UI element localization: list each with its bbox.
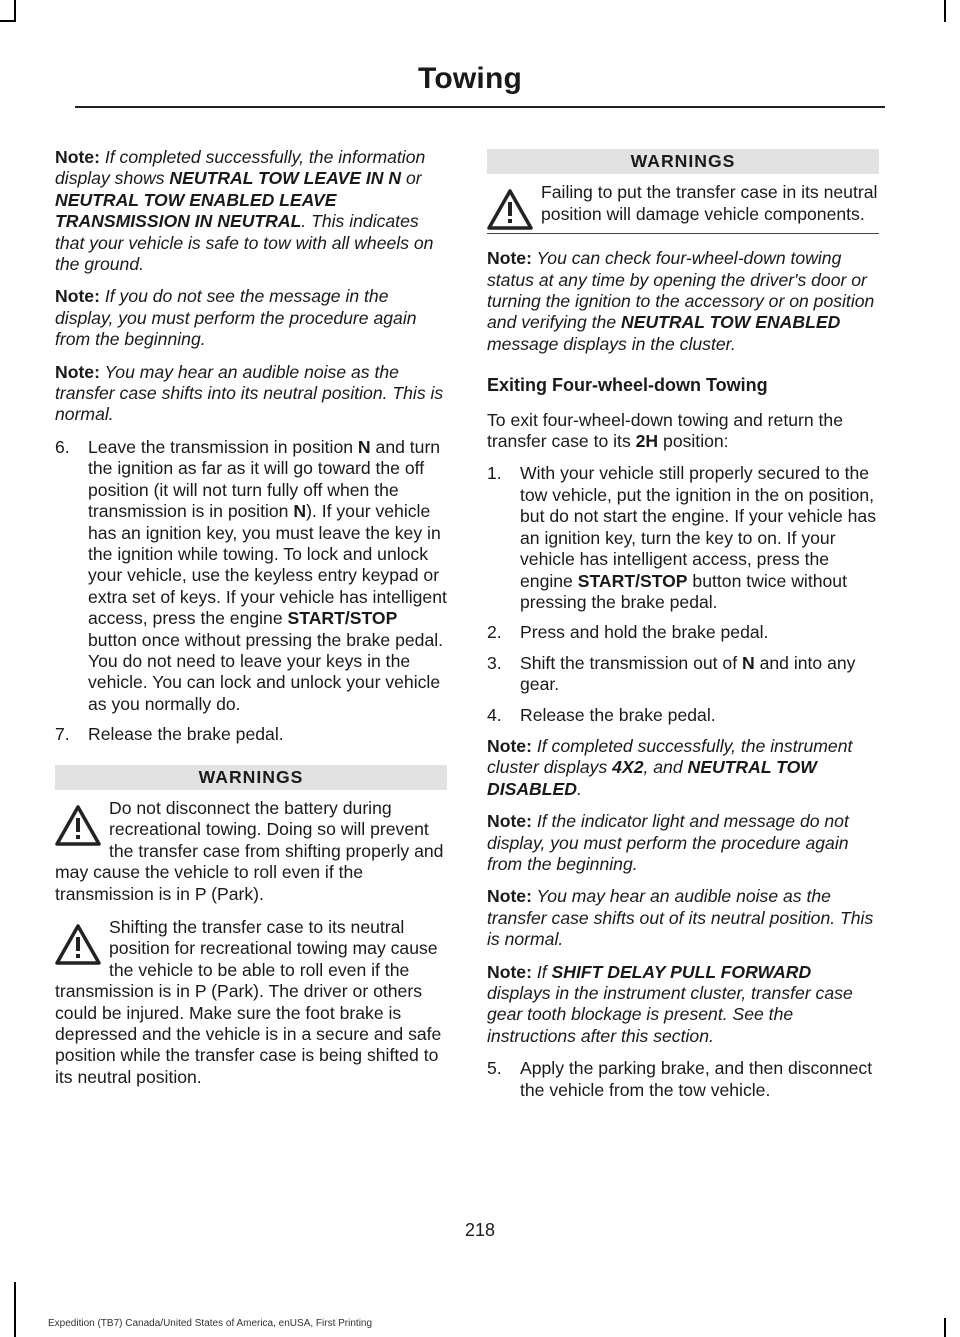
crop-mark-bottom-left [14, 1282, 16, 1337]
note-label: Note: [55, 147, 100, 167]
step-number: 7. [55, 724, 70, 745]
note-text: or [401, 168, 422, 189]
step-text: Release the brake pedal. [88, 724, 284, 745]
step-text: and turn the ignition as far as it will go toward the off position (it will not turn fully off when the transmission is in position [88, 436, 441, 522]
crop-mark-bottom-right [944, 1318, 946, 1337]
warning-block [55, 798, 447, 905]
warning-triangle-icon [487, 188, 533, 232]
step-text: button once without pressing the brake pedal. You do not need to leave your keys in the vehicle. You can lock and unlock your vehicle as you normally do. [88, 629, 444, 714]
warning-triangle-icon [55, 923, 101, 967]
step-list [55, 437, 447, 746]
step-text: button twice without pressing the brake pedal. [520, 570, 847, 612]
note-text: . [576, 778, 582, 799]
note-label: Note: [487, 735, 532, 756]
note-text: displays in the instrument cluster, transfer case gear tooth blockage is present. See the instructions after this section. [487, 983, 853, 1046]
crop-mark-top-left [0, 20, 14, 22]
step-item [487, 1058, 879, 1101]
step-item [55, 437, 447, 715]
note-text: You may hear an audible noise as the transfer case shifts into its neutral position. This is normal. [55, 361, 444, 425]
note-paragraph [487, 886, 879, 950]
step-item [487, 463, 879, 613]
note-text: If [531, 961, 552, 982]
step-text: With your vehicle still properly secured to the tow vehicle, put the ignition in the on position, but do not start the engine. If your vehicle has an ignition key, turn the key to on. If your vehicle has intelligent access, press the engine [520, 463, 877, 591]
step-emphasis: N [741, 652, 755, 673]
step-item [55, 724, 447, 745]
step-text: Press and hold the brake pedal. [520, 622, 769, 643]
step-item [487, 622, 879, 643]
note-label: Note: [487, 961, 532, 982]
warnings-heading: WARNINGS [55, 765, 447, 790]
step-text: Release the brake pedal. [520, 704, 716, 725]
intro-paragraph [487, 410, 879, 453]
body-text: To exit four-wheel-down towing and return the transfer case to its [487, 409, 843, 452]
note-emphasis: SHIFT DELAY PULL FORWARD [551, 961, 812, 982]
step-text: and into any gear. [520, 652, 856, 695]
step-emphasis: START/STOP [577, 570, 688, 591]
note-text: message displays in the cluster. [487, 333, 736, 354]
warning-block [487, 182, 879, 225]
step-number: 6. [55, 436, 70, 457]
step-number: 2. [487, 622, 502, 643]
note-label: Note: [487, 811, 532, 832]
note-paragraph [487, 962, 879, 1048]
step-number: 3. [487, 652, 502, 673]
warning-text: Failing to put the transfer case in its neutral position will damage vehicle components. [541, 182, 878, 224]
step-list [487, 1058, 879, 1101]
warnings-heading: WARNINGS [487, 149, 879, 174]
note-label: Note: [487, 248, 532, 269]
note-text: . This indicates that your vehicle is safe to tow with all wheels on the ground. [55, 211, 434, 275]
warning-block [55, 917, 447, 1088]
header-divider [75, 106, 885, 108]
note-paragraph [55, 286, 447, 350]
note-paragraph [487, 736, 879, 800]
note-text: If completed successfully, the instrument cluster displays [487, 735, 853, 778]
note-paragraph [487, 248, 879, 355]
step-list [487, 463, 879, 725]
step-text: Shift the transmission out of [520, 652, 742, 673]
note-emphasis: NEUTRAL TOW DISABLED [487, 757, 817, 799]
note-text: You can check four-wheel-down towing status at any time by opening the driver's door or turning the ignition to the accessory or on position and verifying the [487, 248, 875, 333]
step-number: 5. [487, 1058, 502, 1079]
note-text: If completed successfully, the information display shows [55, 147, 426, 189]
right-column [487, 151, 879, 1111]
warning-text: Shifting the transfer case to its neutral position for recreational towing may cause the vehicle to be able to roll even if the transmission is in P (Park). The driver or others could be injured. Make sure the foot brake is depressed and the vehicle is in a secure and safe position while the transfer case is being shifted to its neutral position. [55, 917, 442, 1087]
note-paragraph [55, 147, 447, 275]
step-text: Apply the parking brake, and then disconnect the vehicle from the tow vehicle. [520, 1058, 873, 1100]
note-label: Note: [55, 361, 100, 382]
step-number: 1. [487, 463, 502, 484]
body-text: position: [658, 431, 729, 452]
page-title: Towing [418, 62, 522, 95]
warning-text: Do not disconnect the battery during recreational towing. Doing so will prevent the transfer case from shifting properly and may cause the vehicle to roll even if the transmission is in P (Park). [55, 797, 444, 904]
step-emphasis: N [293, 501, 307, 522]
warning-divider [487, 233, 879, 234]
note-label: Note: [55, 286, 100, 307]
warning-triangle-icon [55, 804, 101, 848]
body-emphasis: 2H [635, 431, 659, 452]
footer-text: Expedition (TB7) Canada/United States of America, enUSA, First Printing [48, 1318, 373, 1329]
note-text: If the indicator light and message do not display, you must perform the procedure again from the beginning. [487, 811, 849, 874]
step-emphasis: N [357, 436, 371, 457]
left-column [55, 147, 447, 1100]
crop-mark-top-right [944, 0, 946, 22]
note-emphasis: NEUTRAL TOW LEAVE IN N [169, 168, 402, 189]
note-emphasis: NEUTRAL TOW ENABLED [621, 312, 841, 333]
step-emphasis: START/STOP [287, 608, 398, 629]
note-text: , and [643, 757, 688, 778]
section-heading: Exiting Four-wheel-down Towing [487, 375, 768, 396]
step-text: ). If your vehicle has an ignition key, you must leave the key in the ignition while towing. To lock and unlock your vehicle, use the keyless entry keypad or extra set of keys. If your vehicle has intelligent access, press the engine [88, 501, 447, 629]
note-emphasis: NEUTRAL TOW ENABLED LEAVE TRANSMISSION IN NEUTRAL [55, 189, 337, 232]
note-text: You may hear an audible noise as the transfer case shifts out of its neutral position. This is normal. [487, 886, 874, 950]
step-item [487, 705, 879, 726]
note-emphasis: 4X2 [612, 757, 644, 778]
step-text: Leave the transmission in position [88, 436, 358, 457]
page-number: 218 [464, 1220, 496, 1240]
step-number: 4. [487, 704, 502, 725]
note-paragraph [55, 362, 447, 426]
note-paragraph [487, 811, 879, 875]
step-item [487, 653, 879, 696]
note-label: Note: [487, 886, 532, 907]
note-text: If you do not see the message in the display, you must perform the procedure again from the beginning. [55, 286, 417, 350]
crop-mark-top-left-v [14, 0, 16, 22]
